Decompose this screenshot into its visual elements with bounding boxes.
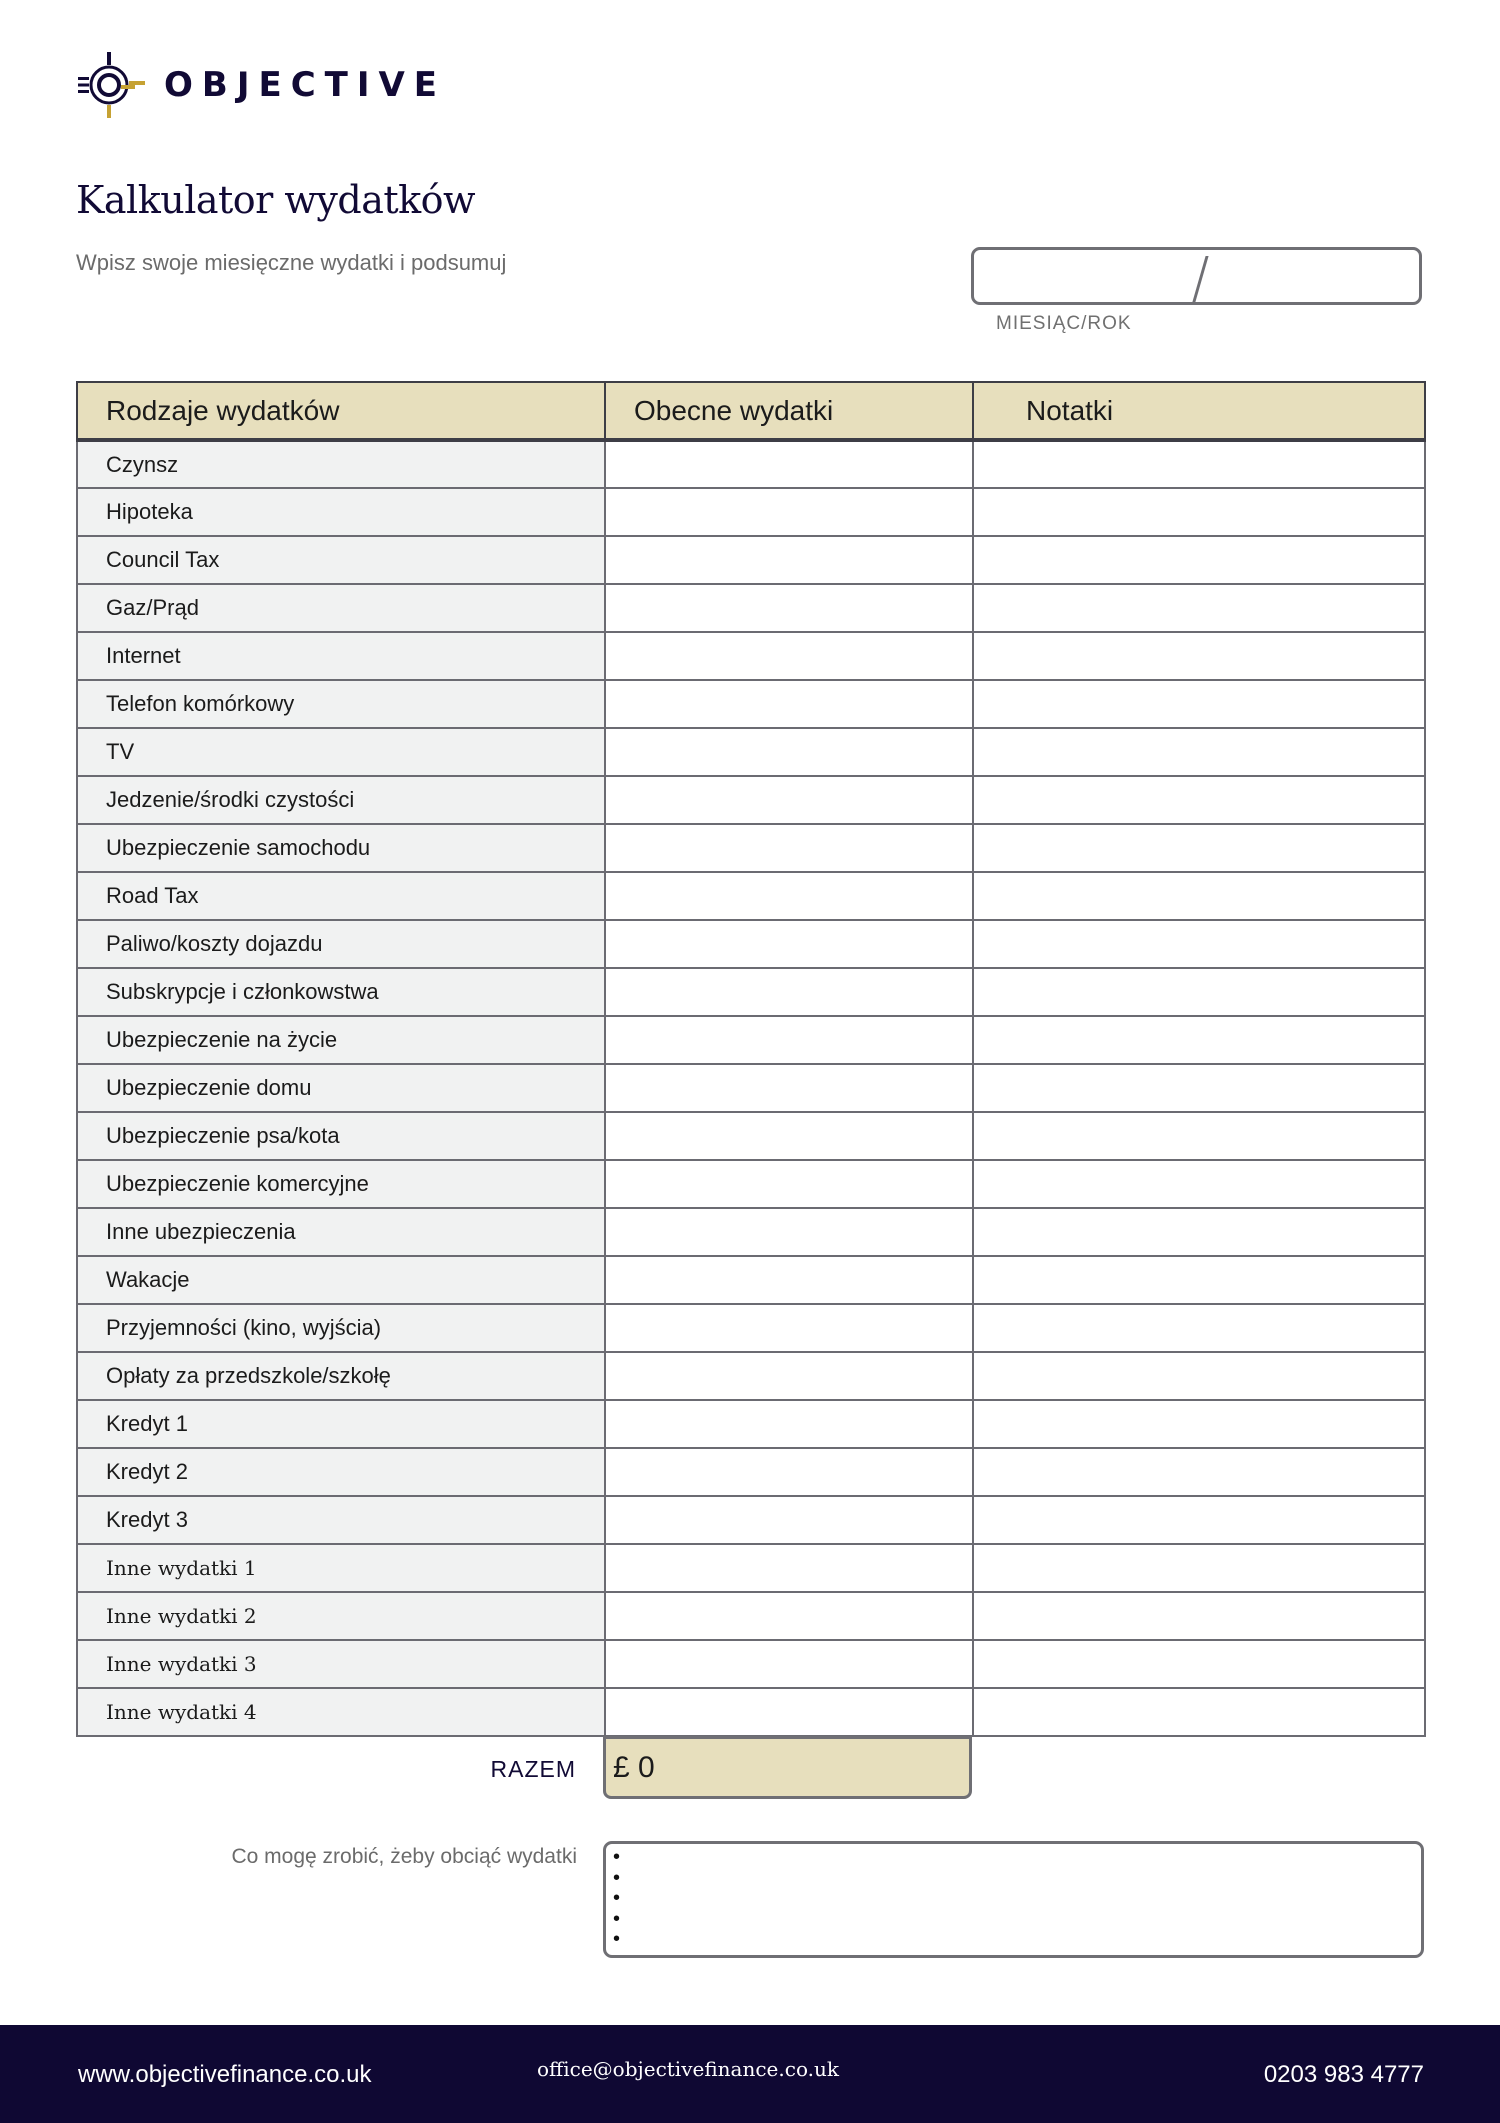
expense-category-cell: Telefon komórkowy — [77, 680, 605, 728]
expense-category-cell: Kredyt 1 — [77, 1400, 605, 1448]
current-expense-cell — [605, 824, 973, 872]
current-expense-input[interactable] — [606, 1065, 972, 1111]
current-expense-cell — [605, 1640, 973, 1688]
notes-cell — [973, 1640, 1425, 1688]
expense-category-cell: Road Tax — [77, 872, 605, 920]
notes-cell — [973, 1064, 1425, 1112]
current-expense-cell — [605, 776, 973, 824]
expense-category-cell: Inne wydatki 3 — [77, 1640, 605, 1688]
current-expense-input[interactable] — [606, 681, 972, 727]
page-title: Kalkulator wydatków — [76, 178, 476, 222]
current-expense-input[interactable] — [606, 633, 972, 679]
expense-table — [76, 381, 1426, 1737]
expense-category-cell: Ubezpieczenie psa/kota — [77, 1112, 605, 1160]
savings-ideas-label: Co mogę zrobić, żeby obciąć wydatki — [231, 1845, 577, 1868]
footer-phone: 0203 983 4777 — [1263, 2061, 1424, 2088]
notes-cell — [973, 1208, 1425, 1256]
footer — [0, 2025, 1500, 2123]
expense-category-cell: Subskrypcje i członkowstwa — [77, 968, 605, 1016]
notes-cell — [973, 1400, 1425, 1448]
notes-cell — [973, 728, 1425, 776]
current-expense-input[interactable] — [606, 585, 972, 631]
current-expense-cell — [605, 680, 973, 728]
page-subtitle: Wpisz swoje miesięczne wydatki i podsumuj — [76, 250, 507, 275]
notes-input[interactable] — [974, 1449, 1424, 1495]
notes-input[interactable] — [974, 585, 1424, 631]
notes-input[interactable] — [974, 1593, 1424, 1639]
notes-cell — [973, 1256, 1425, 1304]
current-expense-cell — [605, 440, 973, 488]
current-expense-input[interactable] — [606, 1545, 972, 1591]
notes-cell — [973, 1304, 1425, 1352]
table-row — [77, 1160, 1425, 1208]
current-expense-input[interactable] — [606, 729, 972, 775]
current-expense-cell — [605, 1544, 973, 1592]
table-row — [77, 1304, 1425, 1352]
expense-category-cell: Inne wydatki 4 — [77, 1688, 605, 1736]
list-item — [606, 1889, 1421, 1910]
current-expense-cell — [605, 1112, 973, 1160]
table-row — [77, 968, 1425, 1016]
current-expense-input[interactable] — [606, 921, 972, 967]
current-expense-cell — [605, 968, 973, 1016]
notes-cell — [973, 1496, 1425, 1544]
slash-separator — [1192, 256, 1208, 302]
current-expense-cell — [605, 1352, 973, 1400]
notes-cell — [973, 680, 1425, 728]
current-expense-cell — [605, 1592, 973, 1640]
notes-input[interactable] — [974, 1689, 1424, 1735]
notes-cell — [973, 536, 1425, 584]
notes-input[interactable] — [974, 537, 1424, 583]
current-expense-cell — [605, 632, 973, 680]
notes-cell — [973, 1448, 1425, 1496]
notes-cell — [973, 824, 1425, 872]
notes-input[interactable] — [974, 1065, 1424, 1111]
table-row — [77, 440, 1425, 488]
expense-category-cell: Opłaty za przedszkole/szkołę — [77, 1352, 605, 1400]
list-item — [606, 1910, 1421, 1931]
notes-cell — [973, 488, 1425, 536]
expense-category-cell: Inne wydatki 2 — [77, 1592, 605, 1640]
footer-email-link[interactable]: office@objectivefinance.co.uk — [537, 2057, 840, 2081]
table-row — [77, 1544, 1425, 1592]
notes-cell — [973, 1592, 1425, 1640]
current-expense-input[interactable] — [606, 1305, 972, 1351]
notes-input[interactable] — [974, 442, 1424, 487]
expense-category-cell: Gaz/Prąd — [77, 584, 605, 632]
compass-logo-icon — [76, 50, 146, 120]
current-expense-input[interactable] — [606, 873, 972, 919]
notes-cell — [973, 1160, 1425, 1208]
notes-cell — [973, 776, 1425, 824]
notes-input[interactable] — [974, 1161, 1424, 1207]
brand-logo — [76, 50, 446, 120]
table-row — [77, 1592, 1425, 1640]
notes-cell — [973, 440, 1425, 488]
notes-cell — [973, 1688, 1425, 1736]
current-expense-cell — [605, 1016, 973, 1064]
expense-category-cell: Ubezpieczenie komercyjne — [77, 1160, 605, 1208]
list-item — [606, 1930, 1421, 1951]
current-expense-cell — [605, 1496, 973, 1544]
table-row — [77, 680, 1425, 728]
notes-input[interactable] — [974, 873, 1424, 919]
table-header-row — [77, 382, 1425, 440]
column-header-current: Obecne wydatki — [605, 382, 973, 440]
table-row — [77, 1016, 1425, 1064]
notes-input[interactable] — [974, 1401, 1424, 1447]
table-row — [77, 1256, 1425, 1304]
current-expense-cell — [605, 1448, 973, 1496]
current-expense-cell — [605, 1256, 973, 1304]
current-expense-cell — [605, 1688, 973, 1736]
table-row — [77, 776, 1425, 824]
notes-input[interactable] — [974, 489, 1424, 535]
current-expense-input[interactable] — [606, 1449, 972, 1495]
notes-input[interactable] — [974, 1641, 1424, 1687]
expense-category-cell: Hipoteka — [77, 488, 605, 536]
notes-input[interactable] — [974, 825, 1424, 871]
current-expense-input[interactable] — [606, 537, 972, 583]
table-row — [77, 728, 1425, 776]
list-item — [606, 1869, 1421, 1890]
notes-input[interactable] — [974, 1353, 1424, 1399]
expense-category-cell: Jedzenie/środki czystości — [77, 776, 605, 824]
notes-cell — [973, 1016, 1425, 1064]
brand-name: OBJECTIVE — [164, 65, 447, 105]
notes-input[interactable] — [974, 1209, 1424, 1255]
column-header-notes: Notatki — [973, 382, 1425, 440]
savings-ideas-box[interactable] — [603, 1841, 1424, 1958]
table-row — [77, 536, 1425, 584]
current-expense-input[interactable] — [606, 442, 972, 487]
notes-cell — [973, 968, 1425, 1016]
table-row — [77, 1352, 1425, 1400]
expense-category-cell: TV — [77, 728, 605, 776]
month-year-field — [971, 247, 1422, 305]
expense-category-cell: Czynsz — [77, 440, 605, 488]
current-expense-input[interactable] — [606, 1161, 972, 1207]
current-expense-input[interactable] — [606, 1641, 972, 1687]
notes-cell — [973, 632, 1425, 680]
notes-input[interactable] — [974, 1497, 1424, 1543]
current-expense-input[interactable] — [606, 1689, 972, 1735]
notes-input[interactable] — [974, 633, 1424, 679]
current-expense-cell — [605, 1400, 973, 1448]
month-year-label: MIESIĄC/ROK — [996, 313, 1132, 334]
current-expense-cell — [605, 488, 973, 536]
current-expense-input[interactable] — [606, 1257, 972, 1303]
column-header-category: Rodzaje wydatków — [77, 382, 605, 440]
current-expense-cell — [605, 1160, 973, 1208]
current-expense-cell — [605, 584, 973, 632]
table-row — [77, 1064, 1425, 1112]
expense-category-cell: Przyjemności (kino, wyjścia) — [77, 1304, 605, 1352]
current-expense-input[interactable] — [606, 1593, 972, 1639]
current-expense-input[interactable] — [606, 777, 972, 823]
expense-category-cell: Inne wydatki 1 — [77, 1544, 605, 1592]
notes-input[interactable] — [974, 969, 1424, 1015]
current-expense-cell — [605, 1304, 973, 1352]
current-expense-input[interactable] — [606, 1497, 972, 1543]
expense-category-cell: Inne ubezpieczenia — [77, 1208, 605, 1256]
notes-cell — [973, 920, 1425, 968]
notes-cell — [973, 584, 1425, 632]
table-row — [77, 872, 1425, 920]
table-row — [77, 1496, 1425, 1544]
notes-input[interactable] — [974, 1017, 1424, 1063]
current-expense-input[interactable] — [606, 1209, 972, 1255]
table-row — [77, 1688, 1425, 1736]
notes-input[interactable] — [974, 921, 1424, 967]
expense-category-cell: Internet — [77, 632, 605, 680]
notes-input[interactable] — [974, 1113, 1424, 1159]
current-expense-input[interactable] — [606, 1017, 972, 1063]
expense-category-cell: Ubezpieczenie na życie — [77, 1016, 605, 1064]
notes-input[interactable] — [974, 729, 1424, 775]
expense-category-cell: Ubezpieczenie domu — [77, 1064, 605, 1112]
table-row — [77, 824, 1425, 872]
current-expense-input[interactable] — [606, 1401, 972, 1447]
current-expense-input[interactable] — [606, 1113, 972, 1159]
footer-website-link[interactable]: www.objectivefinance.co.uk — [78, 2061, 372, 2088]
table-row — [77, 1640, 1425, 1688]
current-expense-cell — [605, 872, 973, 920]
notes-cell — [973, 1544, 1425, 1592]
table-row — [77, 632, 1425, 680]
expense-category-cell: Paliwo/koszty dojazdu — [77, 920, 605, 968]
current-expense-input[interactable] — [606, 1353, 972, 1399]
expense-category-cell: Wakacje — [77, 1256, 605, 1304]
savings-ideas-list — [606, 1844, 1421, 1951]
list-item — [606, 1848, 1421, 1869]
current-expense-cell — [605, 728, 973, 776]
notes-input[interactable] — [974, 1305, 1424, 1351]
month-input[interactable] — [980, 256, 1194, 298]
table-row — [77, 584, 1425, 632]
total-value: £ 0 — [603, 1736, 972, 1799]
notes-input[interactable] — [974, 777, 1424, 823]
total-label: RAZEM — [490, 1756, 576, 1782]
year-input[interactable] — [1214, 256, 1418, 298]
current-expense-input[interactable] — [606, 825, 972, 871]
current-expense-cell — [605, 1208, 973, 1256]
expense-category-cell: Council Tax — [77, 536, 605, 584]
table-row — [77, 488, 1425, 536]
table-row — [77, 920, 1425, 968]
notes-input[interactable] — [974, 681, 1424, 727]
expense-category-cell: Kredyt 3 — [77, 1496, 605, 1544]
expense-category-cell: Ubezpieczenie samochodu — [77, 824, 605, 872]
notes-input[interactable] — [974, 1545, 1424, 1591]
table-row — [77, 1208, 1425, 1256]
current-expense-input[interactable] — [606, 969, 972, 1015]
table-row — [77, 1112, 1425, 1160]
current-expense-cell — [605, 1064, 973, 1112]
table-row — [77, 1400, 1425, 1448]
expense-category-cell: Kredyt 2 — [77, 1448, 605, 1496]
current-expense-cell — [605, 920, 973, 968]
notes-cell — [973, 1112, 1425, 1160]
current-expense-input[interactable] — [606, 489, 972, 535]
notes-cell — [973, 1352, 1425, 1400]
current-expense-cell — [605, 536, 973, 584]
notes-input[interactable] — [974, 1257, 1424, 1303]
table-row — [77, 1448, 1425, 1496]
notes-cell — [973, 872, 1425, 920]
